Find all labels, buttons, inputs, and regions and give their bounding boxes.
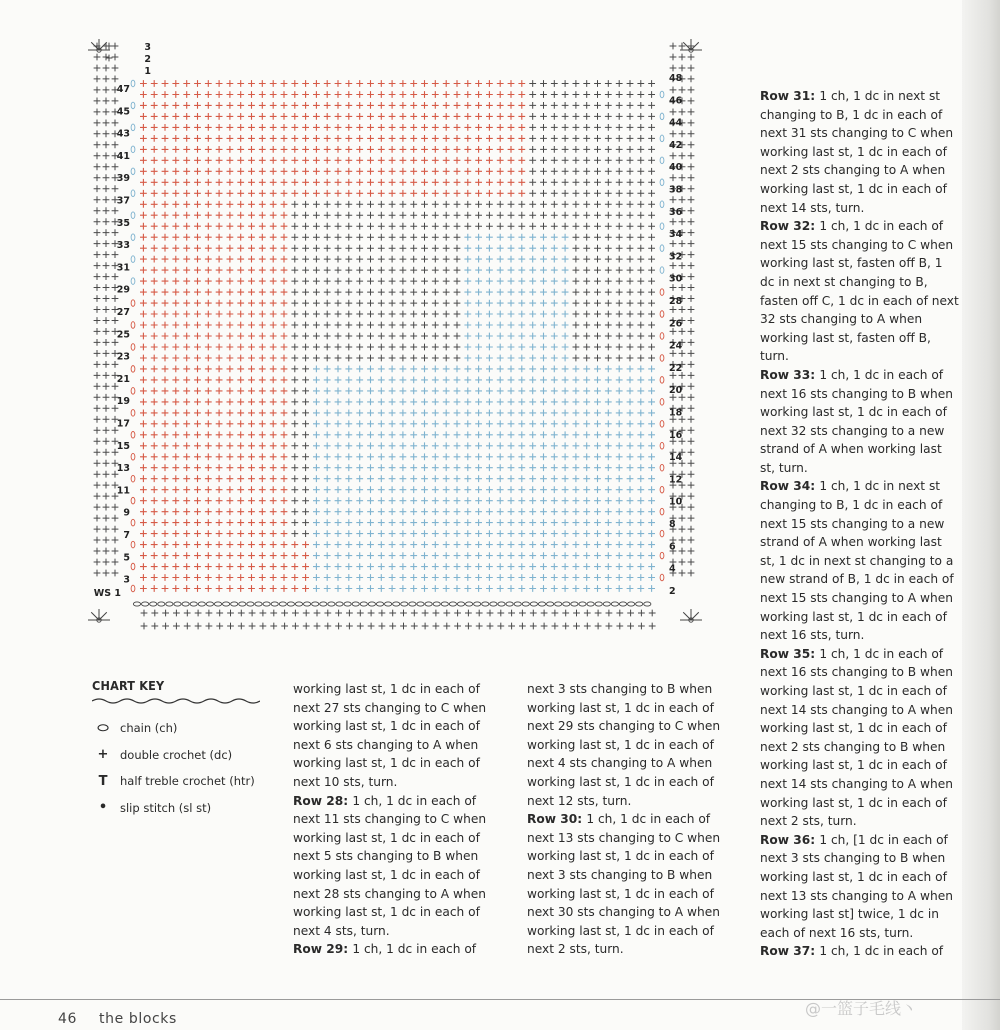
turning-chain bbox=[660, 201, 664, 208]
chain-stitch bbox=[182, 602, 189, 606]
row-number-right: 34 bbox=[669, 229, 683, 241]
key-symbol-icon: + bbox=[97, 747, 109, 763]
chain-stitch bbox=[206, 602, 213, 606]
key-label: double crochet (dc) bbox=[120, 747, 233, 762]
turning-chain bbox=[131, 124, 135, 131]
page-number: 46 bbox=[58, 1011, 78, 1027]
turning-chain bbox=[131, 519, 135, 526]
row-number-right: 8 bbox=[669, 519, 676, 530]
chain-stitch bbox=[376, 602, 383, 606]
chain-stitch bbox=[352, 602, 359, 606]
turning-chain bbox=[660, 267, 664, 274]
row-heading: Row 30: bbox=[527, 812, 587, 827]
chain-stitch bbox=[571, 602, 578, 606]
turning-chain bbox=[131, 322, 135, 329]
turning-chain bbox=[660, 442, 664, 449]
row-heading: Row 29: bbox=[293, 942, 353, 957]
row-number-left: 33 bbox=[116, 240, 130, 252]
chain-stitch bbox=[344, 602, 351, 606]
row-number-left: 25 bbox=[116, 329, 130, 341]
turning-chain bbox=[660, 289, 664, 296]
instruction-text: 1 ch, 1 dc in each of bbox=[819, 944, 944, 959]
row-number-right: 4 bbox=[669, 563, 676, 575]
chain-stitch bbox=[466, 602, 473, 606]
row-number-left: 15 bbox=[116, 440, 130, 452]
instruction-paragraph bbox=[293, 680, 498, 792]
instruction-paragraph bbox=[527, 810, 732, 959]
instruction-text: working last st, 1 dc in each of next 27 sts changing to C when working last st, 1 dc in each of next 6 sts changing to A when working last st, 1 dc in each of next 10 sts, turn. bbox=[293, 682, 487, 789]
row-number-left: 27 bbox=[116, 307, 130, 318]
row-number-right: 28 bbox=[669, 296, 683, 307]
row-number-right: 10 bbox=[669, 496, 683, 508]
turning-chain bbox=[660, 508, 664, 515]
chain-stitch bbox=[304, 602, 311, 606]
turning-chain bbox=[131, 344, 135, 351]
instruction-paragraph bbox=[760, 645, 960, 831]
chain-stitch bbox=[150, 602, 157, 606]
row-heading: Row 35: bbox=[760, 646, 820, 661]
key-item bbox=[92, 768, 267, 795]
row-number-right: 30 bbox=[669, 273, 683, 285]
turning-chain bbox=[131, 541, 135, 548]
instruction-text: 1 ch, 1 dc in each of next 11 sts changing to C when working last st, 1 dc in each of next 5 sts changing to B when working last st, 1 dc in each of next 28 sts changing to A when working last st, 1 dc in each of next 4 sts, turn. bbox=[293, 793, 487, 938]
instruction-text: 1 ch, 1 dc in each of next 16 sts changing to B when working last st, 1 dc in each of next 14 sts changing to A when working last st, 1 dc in each of next 2 sts changing to B when working last st, 1 dc in each of next 14 sts changing to A when working last st, 1 dc in each of next 2 sts, turn. bbox=[760, 646, 953, 829]
row-number-right: 38 bbox=[669, 184, 683, 196]
row-number-left: 19 bbox=[116, 396, 130, 408]
instruction-text: next 3 sts changing to B when working last st, 1 dc in each of next 29 sts changing to C when working last st, 1 dc in each of next 4 sts changing to A when working last st, 1 dc in each of next 12 sts, turn. bbox=[527, 682, 721, 808]
blue-stitches bbox=[313, 234, 655, 592]
row-number-right: 42 bbox=[669, 139, 683, 151]
instruction-text: 1 ch, 1 dc in each of bbox=[352, 942, 477, 957]
chain-stitch bbox=[223, 602, 230, 606]
row-number-left: 17 bbox=[116, 418, 130, 430]
corner-motif bbox=[680, 609, 702, 622]
chain-stitch bbox=[198, 602, 205, 606]
chain-stitch bbox=[636, 602, 643, 606]
chain-stitch bbox=[328, 602, 335, 606]
turning-chain bbox=[131, 453, 135, 460]
row-number-left: 45 bbox=[116, 106, 130, 118]
instruction-paragraph bbox=[293, 792, 498, 941]
row-heading: Row 36: bbox=[760, 832, 820, 847]
row-number-left: 47 bbox=[116, 84, 130, 95]
turning-chain bbox=[131, 212, 135, 219]
chain-stitch bbox=[555, 602, 562, 606]
instruction-paragraph bbox=[760, 831, 960, 943]
crochet-chart bbox=[85, 36, 715, 648]
chain-stitch bbox=[530, 602, 537, 606]
chain-stitch bbox=[490, 602, 497, 606]
chain-stitch bbox=[595, 602, 602, 606]
instruction-text: 1 ch, [1 dc in each of next 3 sts changing to B when working last st, 1 dc in each of next 13 sts changing to A when working last st] twice, 1 dc in each of next 16 sts, turn. bbox=[760, 832, 953, 940]
chain-stitch bbox=[255, 602, 262, 606]
key-label: slip stitch (sl st) bbox=[120, 800, 212, 815]
turning-chain bbox=[131, 563, 135, 570]
row-number-right: 36 bbox=[669, 206, 683, 218]
chain-stitch bbox=[287, 602, 294, 606]
turning-chain bbox=[131, 278, 135, 285]
turning-chain bbox=[660, 157, 664, 164]
corner-motif bbox=[88, 609, 110, 622]
chain-stitch bbox=[231, 602, 238, 606]
chain-stitch bbox=[239, 602, 246, 606]
chain-stitch bbox=[482, 602, 489, 606]
book-spine-shadow bbox=[962, 0, 1000, 1030]
instruction-text: 1 ch, 1 dc in next st changing to B, 1 dc in each of next 15 sts changing to a new strand of A when working last st, 1 dc in next st changing to a new strand of B, 1 dc in each of next 15 sts changing to A when working last st, 1 dc in each of next 16 sts, turn. bbox=[760, 479, 954, 643]
chain-stitch bbox=[579, 602, 586, 606]
chain-stitch bbox=[166, 602, 173, 606]
instruction-paragraph bbox=[293, 940, 498, 959]
chain-stitch bbox=[644, 602, 651, 606]
chain-stitch bbox=[474, 602, 481, 606]
turning-chain bbox=[660, 245, 664, 252]
turning-chain bbox=[660, 552, 664, 559]
turning-chain bbox=[131, 585, 135, 592]
instruction-paragraph bbox=[760, 942, 960, 961]
key-item bbox=[92, 795, 267, 822]
chain-stitch bbox=[271, 602, 278, 606]
row-number-right: 40 bbox=[669, 162, 683, 174]
chain-stitch bbox=[368, 602, 375, 606]
turning-chain bbox=[131, 432, 135, 439]
chain-stitch bbox=[174, 602, 181, 606]
chain-stitch bbox=[133, 602, 140, 606]
row-number-left: 37 bbox=[116, 195, 130, 207]
chain-stitch bbox=[401, 602, 408, 606]
turning-chain bbox=[660, 486, 664, 493]
instruction-paragraph bbox=[760, 366, 960, 478]
row-number-left: 23 bbox=[116, 351, 130, 363]
row-number-right: 6 bbox=[669, 541, 676, 553]
key-label: half treble crochet (htr) bbox=[120, 774, 255, 789]
turning-chain bbox=[660, 574, 664, 581]
chain-stitch bbox=[360, 602, 367, 606]
row-number-left: 3 bbox=[123, 574, 130, 586]
turning-chain bbox=[660, 399, 664, 406]
turning-chain bbox=[660, 135, 664, 142]
chain-stitch bbox=[611, 602, 618, 606]
row-number-left: 5 bbox=[123, 552, 130, 564]
key-item bbox=[92, 715, 267, 742]
chain-stitch bbox=[514, 602, 521, 606]
turning-chain bbox=[660, 377, 664, 384]
instruction-text: 1 ch, 1 dc in next st changing to B, 1 dc in each of next 31 sts changing to C when working last st, 1 dc in each of next 2 sts changing to A when working last st, 1 dc in each of next 14 sts, turn. bbox=[760, 89, 954, 215]
chain-stitch bbox=[279, 602, 286, 606]
turning-chain bbox=[660, 421, 664, 428]
turning-chain bbox=[660, 223, 664, 230]
key-symbol-icon: • bbox=[98, 800, 108, 816]
instructions-column-2 bbox=[527, 680, 732, 959]
row-heading: Row 37: bbox=[760, 944, 820, 959]
key-symbol-icon: ⬭ bbox=[97, 720, 109, 736]
row-number-left: 21 bbox=[116, 373, 130, 385]
row-number-left: 41 bbox=[116, 150, 130, 162]
chain-stitch bbox=[563, 602, 570, 606]
row-number-left: 43 bbox=[116, 128, 130, 140]
wave-divider-icon bbox=[92, 697, 260, 705]
turning-chain bbox=[660, 113, 664, 120]
row-number-right: 24 bbox=[669, 340, 683, 352]
chain-stitch bbox=[158, 602, 165, 606]
row-number-right: 44 bbox=[669, 117, 683, 129]
row-heading: Row 28: bbox=[293, 793, 353, 808]
key-label: chain (ch) bbox=[120, 721, 178, 736]
stitch-grid bbox=[94, 43, 695, 630]
chain-stitch bbox=[190, 602, 197, 606]
turning-chain bbox=[131, 190, 135, 197]
instruction-paragraph bbox=[760, 87, 960, 217]
instructions-column-3 bbox=[760, 87, 960, 961]
watermark: @一篮子毛线丶 bbox=[805, 999, 918, 1018]
ws-row-label: WS 1 bbox=[93, 588, 121, 599]
chain-stitch bbox=[409, 602, 416, 606]
row-number-right: 16 bbox=[669, 429, 683, 441]
row-number-right: 22 bbox=[669, 362, 683, 374]
key-symbol-icon: T bbox=[98, 773, 108, 789]
page-footer bbox=[58, 1011, 177, 1027]
instruction-text: 1 ch, 1 dc in each of next 13 sts changing to C when working last st, 1 dc in each of next 3 sts changing to B when working last st, 1 dc in each of next 30 sts changing to A when working last st, 1 dc in each of next 2 sts, turn. bbox=[527, 812, 721, 957]
row-number-top: 1 bbox=[144, 66, 151, 77]
row-number-right: 32 bbox=[669, 251, 683, 263]
chain-stitch bbox=[433, 602, 440, 606]
row-number-right: 12 bbox=[669, 474, 683, 486]
row-number-right: 2 bbox=[669, 585, 676, 597]
turning-chain bbox=[131, 388, 135, 395]
row-number-left: 39 bbox=[116, 173, 130, 185]
chain-stitch bbox=[522, 602, 529, 606]
turning-chain bbox=[660, 333, 664, 340]
chain-stitch bbox=[457, 602, 464, 606]
chain-stitch bbox=[449, 602, 456, 606]
chain-stitch bbox=[336, 602, 343, 606]
turning-chain bbox=[660, 179, 664, 186]
row-number-left: 11 bbox=[116, 485, 130, 497]
chain-stitch bbox=[142, 602, 149, 606]
turning-chain bbox=[131, 80, 135, 87]
row-number-top: 3 bbox=[144, 42, 151, 53]
row-number-left: 31 bbox=[116, 262, 130, 274]
turning-chain bbox=[131, 168, 135, 175]
instruction-text: 1 ch, 1 dc in each of next 16 sts changing to B when working last st, 1 dc in each of next 32 sts changing to a new strand of A when working last st, turn. bbox=[760, 367, 953, 475]
turning-chain bbox=[131, 410, 135, 417]
row-heading: Row 31: bbox=[760, 89, 820, 103]
turning-chain bbox=[131, 497, 135, 504]
instruction-text: 1 ch, 1 dc in each of next 15 sts changing to C when working last st, fasten off B, 1 dc in next st changing to B, fasten off C, 1 dc in each of next 32 sts changing to A when working last st, fasten off B, turn. bbox=[760, 219, 959, 364]
chain-stitch bbox=[547, 602, 554, 606]
turning-chain bbox=[131, 102, 135, 109]
turning-chain bbox=[131, 475, 135, 482]
row-number-left: 29 bbox=[116, 284, 130, 296]
foundation-chain bbox=[133, 602, 651, 606]
chain-stitch bbox=[425, 602, 432, 606]
chain-stitch bbox=[587, 602, 594, 606]
chain-stitch bbox=[312, 602, 319, 606]
instructions-column-1 bbox=[293, 680, 498, 959]
row-number-right: 48 bbox=[669, 73, 683, 84]
row-heading: Row 34: bbox=[760, 479, 820, 494]
chain-stitch bbox=[247, 602, 254, 606]
chain-stitch bbox=[619, 602, 626, 606]
chain-stitch bbox=[628, 602, 635, 606]
turning-chain bbox=[660, 91, 664, 98]
row-number-right: 14 bbox=[669, 452, 683, 464]
turning-chain bbox=[660, 464, 664, 471]
turning-chain bbox=[131, 366, 135, 373]
chain-stitch bbox=[320, 602, 327, 606]
chain-stitch bbox=[506, 602, 513, 606]
turning-chain bbox=[131, 256, 135, 263]
chain-stitch bbox=[417, 602, 424, 606]
key-item bbox=[92, 742, 267, 769]
turning-chain bbox=[131, 146, 135, 153]
row-number-right: 26 bbox=[669, 318, 683, 330]
chain-stitch bbox=[295, 602, 302, 606]
instruction-paragraph bbox=[760, 477, 960, 644]
chain-stitch bbox=[385, 602, 392, 606]
instruction-paragraph bbox=[527, 680, 732, 810]
row-number-left: 13 bbox=[116, 463, 130, 475]
turning-chain bbox=[131, 300, 135, 307]
turning-chain bbox=[660, 530, 664, 537]
chart-key bbox=[92, 678, 267, 821]
row-number-right: 20 bbox=[669, 385, 683, 397]
row-number-left: 9 bbox=[123, 507, 130, 519]
turning-chain bbox=[660, 355, 664, 362]
chain-stitch bbox=[603, 602, 610, 606]
row-number-top: 2 bbox=[144, 54, 151, 65]
instruction-paragraph bbox=[760, 217, 960, 366]
turning-chain bbox=[660, 311, 664, 318]
row-number-left: 7 bbox=[123, 530, 130, 541]
chart-key-title: CHART KEY bbox=[92, 678, 165, 693]
row-number-right: 46 bbox=[669, 95, 683, 107]
row-number-right: 18 bbox=[669, 407, 683, 419]
section-name: the blocks bbox=[99, 1011, 177, 1027]
chain-stitch bbox=[441, 602, 448, 606]
chain-stitch bbox=[498, 602, 505, 606]
row-heading: Row 32: bbox=[760, 219, 820, 234]
row-number-left: 35 bbox=[116, 217, 130, 229]
chain-stitch bbox=[538, 602, 545, 606]
turning-chain bbox=[131, 234, 135, 241]
chain-stitch bbox=[263, 602, 270, 606]
chain-stitch bbox=[214, 602, 221, 606]
chain-stitch bbox=[393, 602, 400, 606]
row-heading: Row 33: bbox=[760, 367, 820, 382]
